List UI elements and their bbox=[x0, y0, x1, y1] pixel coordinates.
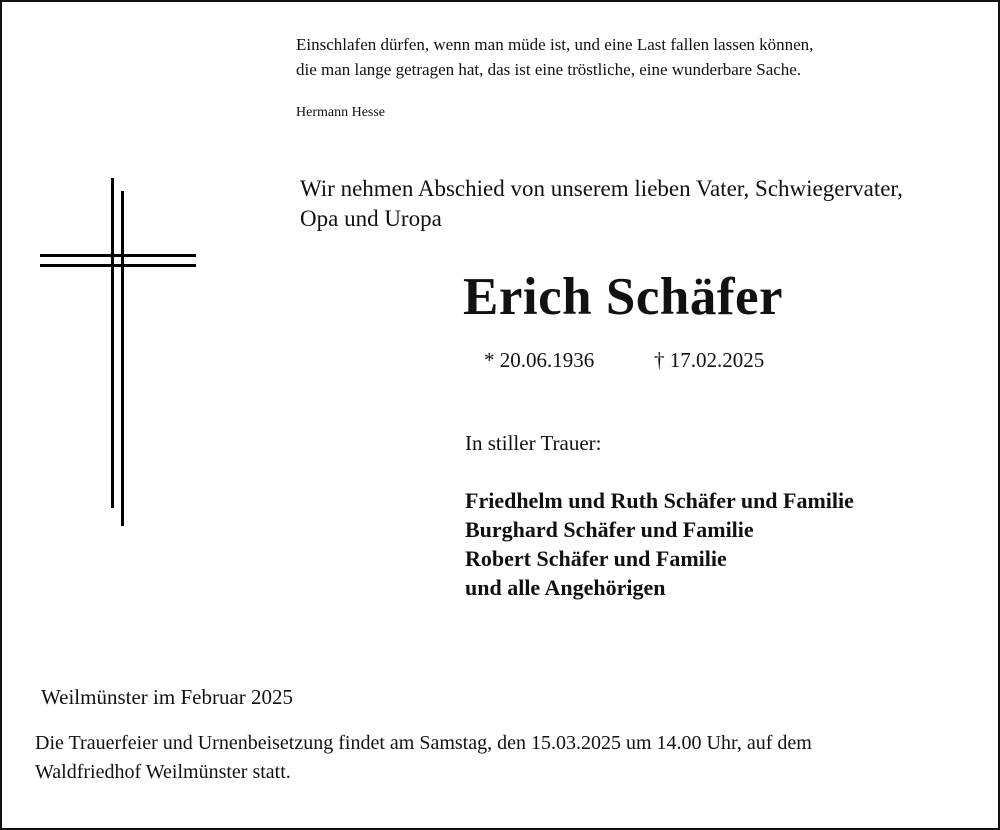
cross-vertical-bar-left bbox=[111, 178, 114, 508]
cross-icon bbox=[38, 178, 198, 528]
farewell-line-2: Opa und Uropa bbox=[300, 206, 442, 231]
mourners-list bbox=[465, 486, 854, 602]
service-line-2: Waldfriedhof Weilmünster statt. bbox=[35, 761, 291, 783]
mourning-label: In stiller Trauer: bbox=[465, 431, 602, 455]
birth-date: * 20.06.1936 bbox=[484, 348, 595, 372]
cross-horizontal-bar-bottom bbox=[40, 264, 196, 267]
cross-horizontal-bar-top bbox=[40, 254, 196, 257]
quote-line-1: Einschlafen dürfen, wenn man müde ist, und eine Last fallen lassen können, bbox=[296, 35, 814, 54]
farewell-line-1: Wir nehmen Abschied von unserem lieben Vater, Schwiegervater, bbox=[300, 176, 903, 201]
mourner-item: und alle Angehörigen bbox=[465, 575, 666, 600]
mourner-item: Burghard Schäfer und Familie bbox=[465, 517, 754, 542]
service-info bbox=[35, 729, 975, 787]
place-and-date: Weilmünster im Februar 2025 bbox=[41, 685, 294, 709]
quote bbox=[296, 32, 976, 82]
death-date: † 17.02.2025 bbox=[654, 348, 765, 372]
quote-author: Hermann Hesse bbox=[296, 105, 386, 120]
farewell-text bbox=[300, 174, 980, 234]
deceased-name: Erich Schäfer bbox=[463, 268, 784, 326]
quote-line-2: die man lange getragen hat, das ist eine tröstliche, eine wunderbare Sache. bbox=[296, 60, 802, 79]
service-line-1: Die Trauerfeier und Urnenbeisetzung findet am Samstag, den 15.03.2025 um 14.00 Uhr, auf dem bbox=[35, 732, 812, 754]
mourner-item: Friedhelm und Ruth Schäfer und Familie bbox=[465, 488, 854, 513]
cross-vertical-bar-right bbox=[121, 191, 124, 526]
mourner-item: Robert Schäfer und Familie bbox=[465, 546, 727, 571]
